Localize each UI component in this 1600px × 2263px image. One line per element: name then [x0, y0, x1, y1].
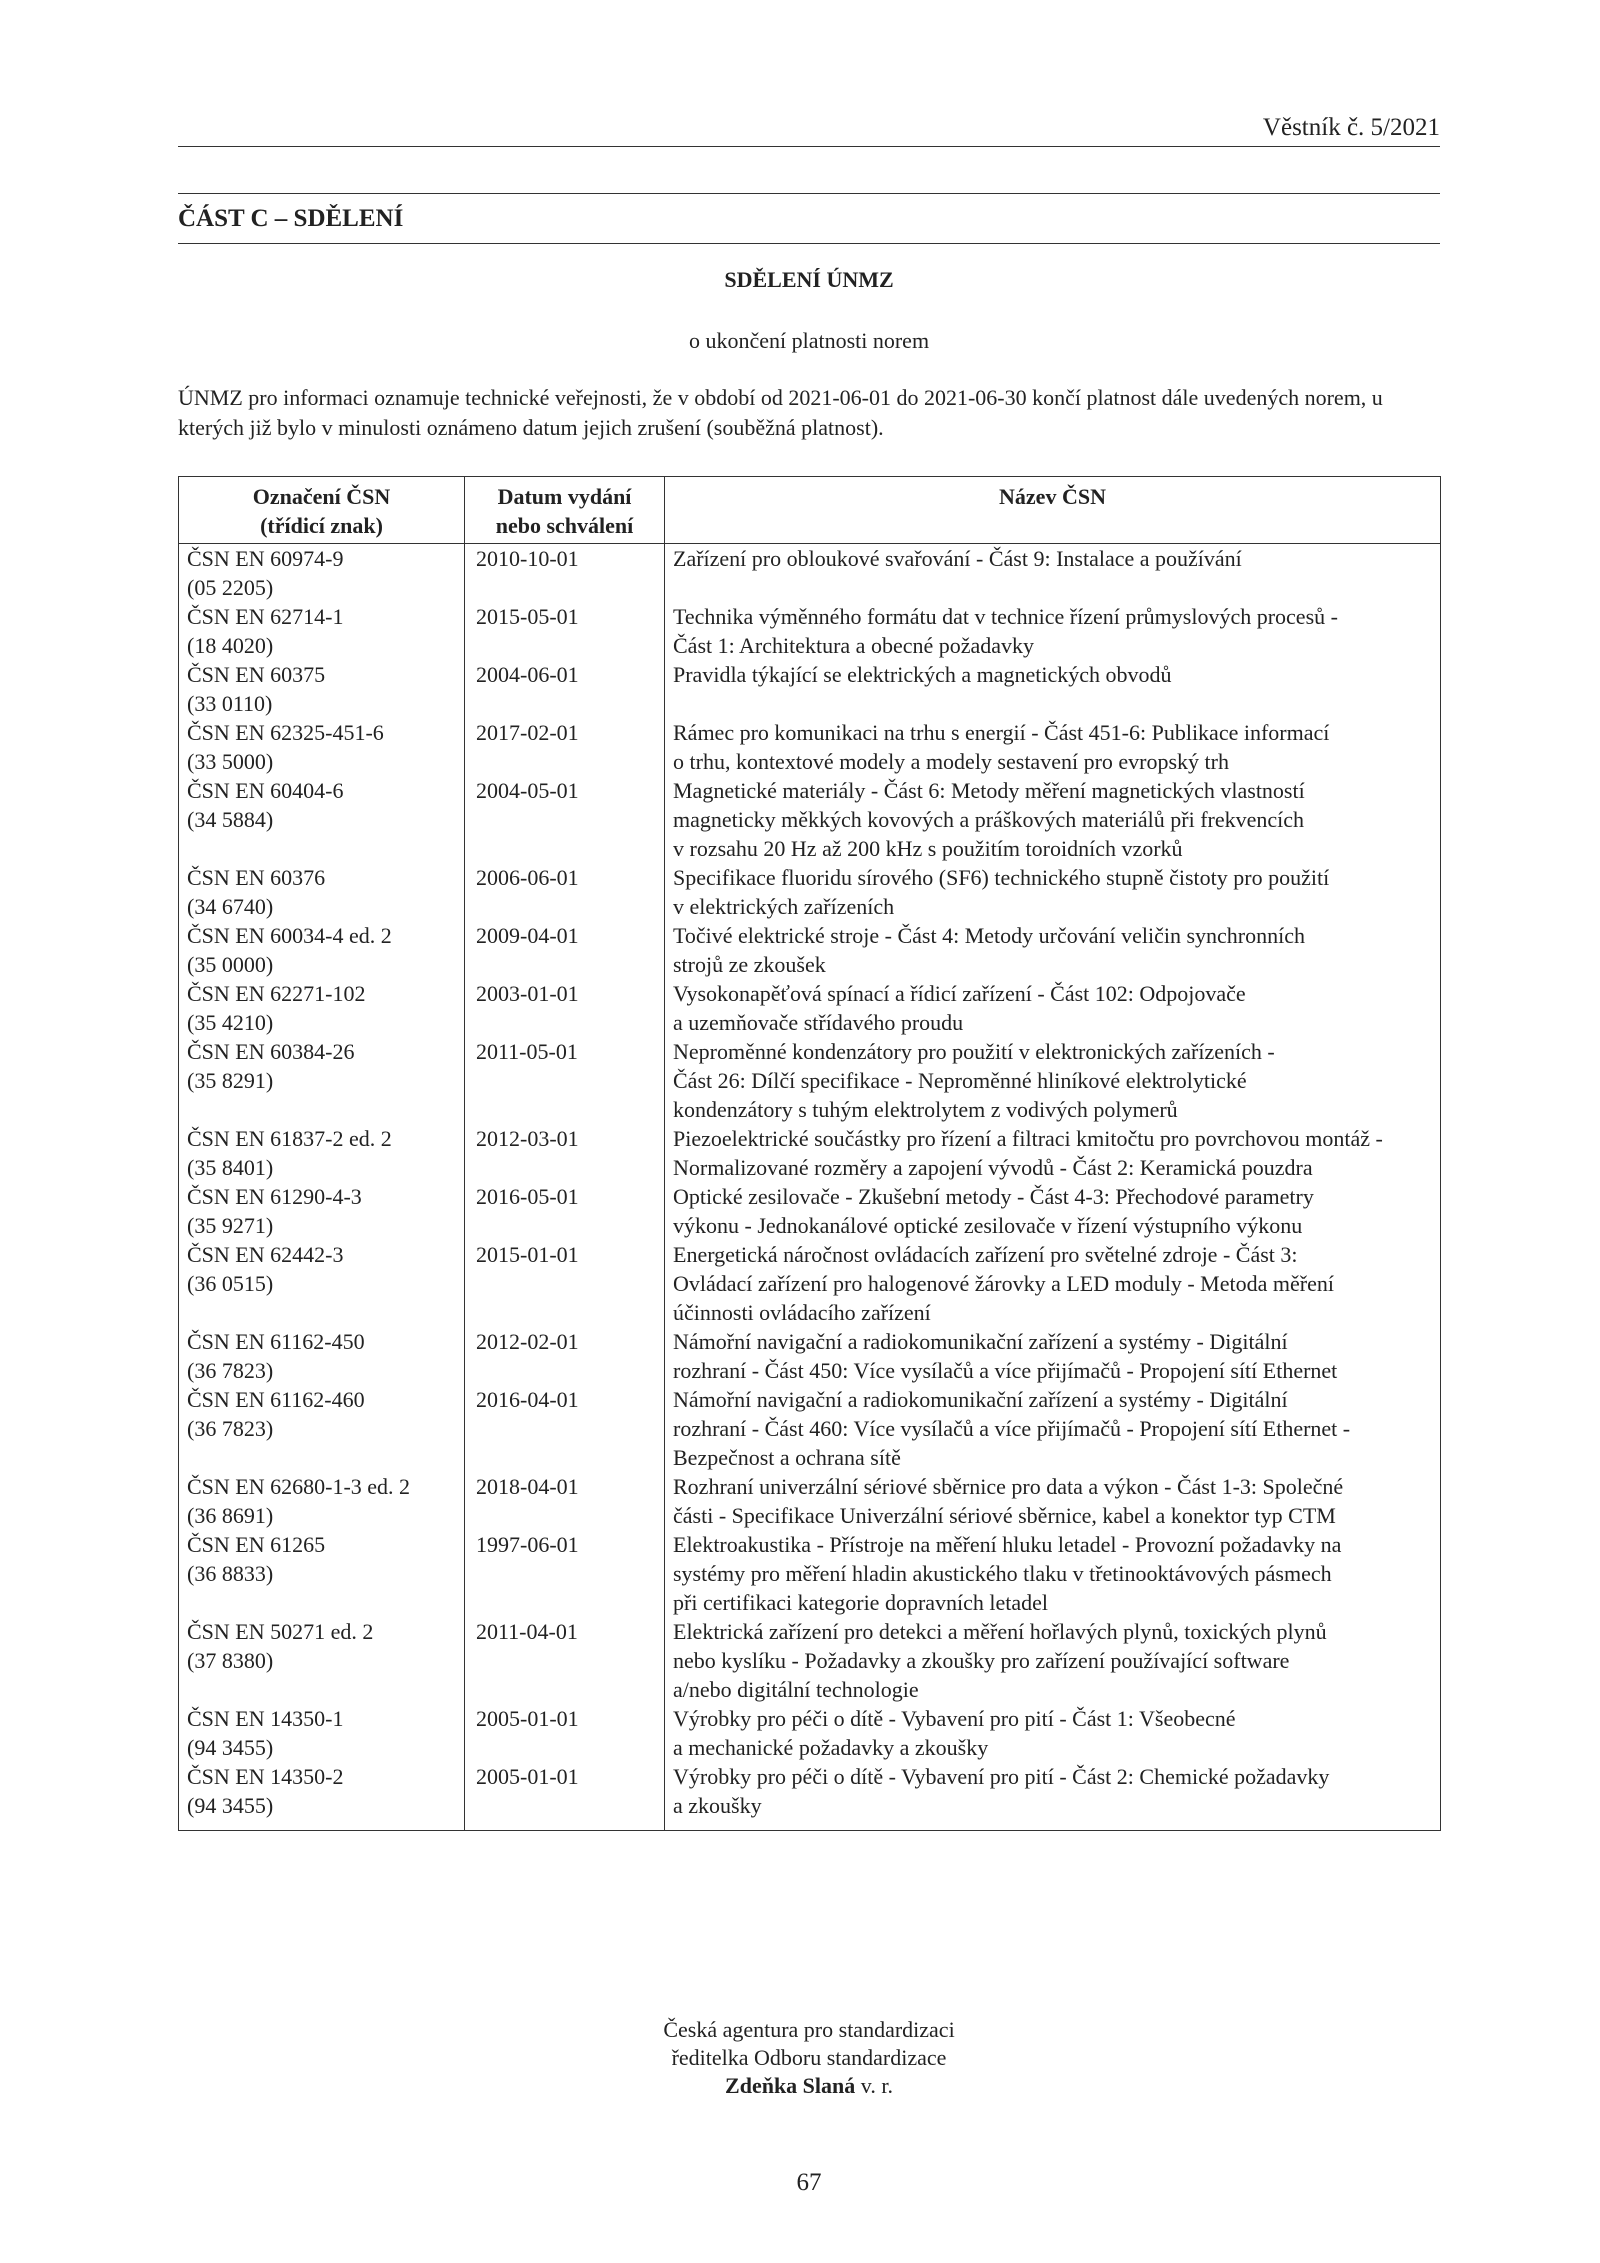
classification-code: (34 6740) — [187, 894, 274, 919]
cell-designation — [179, 1704, 465, 1762]
name-line: magneticky měkkých kovových a práškových materiálů při frekvencích — [673, 807, 1305, 832]
cell-name — [665, 1037, 1441, 1124]
header-name: Název ČSN — [665, 477, 1441, 544]
cell-designation — [179, 660, 465, 718]
table-row — [179, 1124, 1441, 1182]
standard-code: ČSN EN 61265 — [187, 1532, 326, 1557]
cell-designation — [179, 921, 465, 979]
table-row — [179, 1617, 1441, 1704]
cell-name — [665, 1182, 1441, 1240]
name-line: Piezoelektrické součástky pro řízení a filtraci kmitočtu pro povrchovou montáž - — [673, 1126, 1383, 1151]
standard-code: ČSN EN 14350-1 — [187, 1706, 344, 1731]
section-title: ČÁST C – SDĚLENÍ — [178, 205, 404, 232]
cell-date: 2018-04-01 — [465, 1472, 665, 1530]
name-line: Energetická náročnost ovládacích zařízení pro světelné zdroje - Část 3: — [673, 1242, 1298, 1267]
name-line: Bezpečnost a ochrana sítě — [673, 1445, 901, 1470]
signature-block — [178, 2016, 1440, 2100]
table-row — [179, 1327, 1441, 1385]
cell-date: 1997-06-01 — [465, 1530, 665, 1617]
name-line: Výrobky pro péči o dítě - Vybavení pro pití - Část 1: Všeobecné — [673, 1706, 1236, 1731]
cell-designation — [179, 1240, 465, 1327]
signature-name-line — [178, 2072, 1440, 2100]
name-line: a/nebo digitální technologie — [673, 1677, 919, 1702]
cell-date: 2005-01-01 — [465, 1704, 665, 1762]
cell-designation — [179, 1182, 465, 1240]
table-row — [179, 1385, 1441, 1472]
table-row — [179, 1182, 1441, 1240]
table-row — [179, 1530, 1441, 1617]
cell-designation — [179, 1617, 465, 1704]
standard-code: ČSN EN 61162-450 — [187, 1329, 365, 1354]
notice-title: SDĚLENÍ ÚNMZ — [724, 267, 894, 292]
table-header-row — [179, 477, 1441, 544]
name-line: Zařízení pro obloukové svařování - Část 9: Instalace a používání — [673, 546, 1242, 571]
cell-name — [665, 1530, 1441, 1617]
cell-name — [665, 660, 1441, 718]
classification-code: (94 3455) — [187, 1793, 274, 1818]
name-line: Rozhraní univerzální sériové sběrnice pro data a výkon - Část 1-3: Společné — [673, 1474, 1344, 1499]
standard-code: ČSN EN 14350-2 — [187, 1764, 344, 1789]
cell-designation — [179, 1327, 465, 1385]
classification-code: (35 4210) — [187, 1010, 274, 1035]
cell-name — [665, 921, 1441, 979]
name-line: Normalizované rozměry a zapojení vývodů - Část 2: Keramická pouzdra — [673, 1155, 1313, 1180]
cell-date: 2012-02-01 — [465, 1327, 665, 1385]
norms-table — [178, 476, 1441, 1831]
standard-code: ČSN EN 50271 ed. 2 — [187, 1619, 374, 1644]
classification-code: (34 5884) — [187, 807, 274, 832]
cell-date: 2004-05-01 — [465, 776, 665, 863]
notice-subtitle: o ukončení platnosti norem — [688, 328, 930, 353]
section-rule-bottom — [178, 243, 1440, 244]
classification-code: (35 0000) — [187, 952, 274, 977]
name-line: o trhu, kontextové modely a modely sestavení pro evropský trh — [673, 749, 1229, 774]
cell-designation — [179, 979, 465, 1037]
name-line: strojů ze zkoušek — [673, 952, 826, 977]
cell-date: 2011-04-01 — [465, 1617, 665, 1704]
header-date-line1: Datum vydání — [497, 484, 632, 509]
cell-date: 2003-01-01 — [465, 979, 665, 1037]
name-line: výkonu - Jednokanálové optické zesilovače v řízení výstupního výkonu — [673, 1213, 1303, 1238]
cell-date: 2016-05-01 — [465, 1182, 665, 1240]
name-line: Elektroakustika - Přístroje na měření hluku letadel - Provozní požadavky na — [673, 1532, 1342, 1557]
cell-name — [665, 1385, 1441, 1472]
name-line: a mechanické požadavky a zkoušky — [673, 1735, 989, 1760]
table-row — [179, 1762, 1441, 1831]
page-number: 67 — [796, 2169, 822, 2196]
cell-name — [665, 776, 1441, 863]
cell-date: 2011-05-01 — [465, 1037, 665, 1124]
standard-code: ČSN EN 62442-3 — [187, 1242, 344, 1267]
cell-name — [665, 1704, 1441, 1762]
name-line: Výrobky pro péči o dítě - Vybavení pro pití - Část 2: Chemické požadavky — [673, 1764, 1330, 1789]
standard-code: ČSN EN 60974-9 — [187, 546, 344, 571]
classification-code: (35 9271) — [187, 1213, 274, 1238]
name-line: Točivé elektrické stroje - Část 4: Metody určování veličin synchronních — [673, 923, 1305, 948]
cell-name — [665, 1617, 1441, 1704]
name-line: Technika výměnného formátu dat v technice řízení průmyslových procesů - — [673, 604, 1338, 629]
standard-code: ČSN EN 62271-102 — [187, 981, 366, 1006]
table-row — [179, 921, 1441, 979]
name-line: Magnetické materiály - Část 6: Metody měření magnetických vlastností — [673, 778, 1305, 803]
cell-date: 2004-06-01 — [465, 660, 665, 718]
cell-name — [665, 1124, 1441, 1182]
name-line: v elektrických zařízeních — [673, 894, 895, 919]
table-row — [179, 660, 1441, 718]
table-row — [179, 1240, 1441, 1327]
cell-name — [665, 863, 1441, 921]
standard-code: ČSN EN 60384-26 — [187, 1039, 355, 1064]
cell-designation — [179, 718, 465, 776]
name-line: nebo kyslíku - Požadavky a zkoušky pro zařízení používající software — [673, 1648, 1290, 1673]
signature-role: ředitelka Odboru standardizace — [671, 2045, 947, 2070]
cell-name — [665, 544, 1441, 603]
table-row — [179, 979, 1441, 1037]
section-rule-top — [178, 193, 1440, 194]
cell-name — [665, 1762, 1441, 1831]
table-row — [179, 718, 1441, 776]
standard-code: ČSN EN 61162-460 — [187, 1387, 365, 1412]
cell-date: 2015-05-01 — [465, 602, 665, 660]
standard-code: ČSN EN 60404-6 — [187, 778, 344, 803]
header-date-line2: nebo schválení — [495, 513, 634, 538]
table-row — [179, 1472, 1441, 1530]
cell-date: 2009-04-01 — [465, 921, 665, 979]
classification-code: (35 8401) — [187, 1155, 274, 1180]
cell-designation — [179, 1762, 465, 1831]
cell-name — [665, 718, 1441, 776]
classification-code: (36 7823) — [187, 1416, 274, 1441]
cell-designation — [179, 1037, 465, 1124]
name-line: Ovládací zařízení pro halogenové žárovky a LED moduly - Metoda měření — [673, 1271, 1334, 1296]
cell-designation — [179, 1530, 465, 1617]
classification-code: (36 7823) — [187, 1358, 274, 1383]
cell-designation — [179, 863, 465, 921]
cell-designation — [179, 1472, 465, 1530]
signature-org: Česká agentura pro standardizaci — [663, 2017, 955, 2042]
table-row — [179, 1704, 1441, 1762]
header-date — [465, 477, 665, 544]
name-line: Námořní navigační a radiokomunikační zařízení a systémy - Digitální — [673, 1387, 1288, 1412]
name-line: Neproměnné kondenzátory pro použití v elektronických zařízeních - — [673, 1039, 1275, 1064]
name-line: Námořní navigační a radiokomunikační zařízení a systémy - Digitální — [673, 1329, 1288, 1354]
name-line: Pravidla týkající se elektrických a magnetických obvodů — [673, 662, 1172, 687]
signature-suffix: v. r. — [855, 2073, 893, 2098]
cell-date: 2006-06-01 — [465, 863, 665, 921]
name-line: Vysokonapěťová spínací a řídicí zařízení - Část 102: Odpojovače — [673, 981, 1246, 1006]
name-line: Optické zesilovače - Zkušební metody - Část 4-3: Přechodové parametry — [673, 1184, 1314, 1209]
standard-code: ČSN EN 61837-2 ed. 2 — [187, 1126, 392, 1151]
name-line: při certifikaci kategorie dopravních letadel — [673, 1590, 1049, 1615]
cell-date: 2010-10-01 — [465, 544, 665, 603]
cell-date: 2016-04-01 — [465, 1385, 665, 1472]
cell-name — [665, 602, 1441, 660]
name-line: Elektrická zařízení pro detekci a měření hořlavých plynů, toxických plynů — [673, 1619, 1327, 1644]
table-row — [179, 1037, 1441, 1124]
cell-designation — [179, 1124, 465, 1182]
table-body — [179, 544, 1441, 1831]
cell-designation — [179, 602, 465, 660]
intro-paragraph: ÚNMZ pro informaci oznamuje technické veřejnosti, že v období od 2021-06-01 do 2021-06-30 končí platnost dále uvedených norem, u kterých již bylo v minulosti oznámeno datum jejich zrušení (souběžná platnost). — [178, 385, 1383, 440]
standard-code: ČSN EN 60375 — [187, 662, 326, 687]
cell-name — [665, 1240, 1441, 1327]
standard-code: ČSN EN 62714-1 — [187, 604, 344, 629]
cell-name — [665, 1327, 1441, 1385]
classification-code: (37 8380) — [187, 1648, 274, 1673]
name-line: v rozsahu 20 Hz až 200 kHz s použitím toroidních vzorků — [673, 836, 1183, 861]
name-line: Specifikace fluoridu sírového (SF6) technického stupně čistoty pro použití — [673, 865, 1330, 890]
header-designation — [179, 477, 465, 544]
classification-code: (36 0515) — [187, 1271, 274, 1296]
table-row — [179, 863, 1441, 921]
name-line: části - Specifikace Univerzální sériové sběrnice, kabel a konektor typ CTM — [673, 1503, 1336, 1528]
table-row — [179, 602, 1441, 660]
classification-code: (05 2205) — [187, 575, 274, 600]
classification-code: (18 4020) — [187, 633, 274, 658]
cell-name — [665, 1472, 1441, 1530]
name-line: Část 1: Architektura a obecné požadavky — [673, 633, 1035, 658]
header-rule — [178, 146, 1440, 147]
classification-code: (35 8291) — [187, 1068, 274, 1093]
running-header: Věstník č. 5/2021 — [1262, 114, 1440, 141]
standard-code: ČSN EN 60376 — [187, 865, 326, 890]
classification-code: (33 0110) — [187, 691, 273, 716]
cell-date: 2012-03-01 — [465, 1124, 665, 1182]
name-line: rozhraní - Část 460: Více vysílačů a více přijímačů - Propojení sítí Ethernet - — [673, 1416, 1351, 1441]
name-line: kondenzátory s tuhým elektrolytem z vodivých polymerů — [673, 1097, 1178, 1122]
standard-code: ČSN EN 62325-451-6 — [187, 720, 384, 745]
name-line: rozhraní - Část 450: Více vysílačů a více přijímačů - Propojení sítí Ethernet — [673, 1358, 1338, 1383]
standard-code: ČSN EN 62680-1-3 ed. 2 — [187, 1474, 411, 1499]
name-line: účinnosti ovládacího zařízení — [673, 1300, 931, 1325]
signature-name: Zdeňka Slaná — [725, 2073, 856, 2098]
cell-name — [665, 979, 1441, 1037]
name-line: systémy pro měření hladin akustického tlaku v třetinooktávových pásmech — [673, 1561, 1332, 1586]
classification-code: (36 8833) — [187, 1561, 274, 1586]
classification-code: (33 5000) — [187, 749, 274, 774]
standard-code: ČSN EN 61290-4-3 — [187, 1184, 362, 1209]
cell-designation — [179, 1385, 465, 1472]
classification-code: (36 8691) — [187, 1503, 274, 1528]
table-row — [179, 776, 1441, 863]
cell-designation — [179, 544, 465, 603]
cell-date: 2005-01-01 — [465, 1762, 665, 1831]
name-line: a uzemňovače střídavého proudu — [673, 1010, 964, 1035]
header-designation-line2: (třídicí znak) — [260, 513, 383, 538]
name-line: a zkoušky — [673, 1793, 762, 1818]
name-line: Rámec pro komunikaci na trhu s energií - Část 451-6: Publikace informací — [673, 720, 1330, 745]
name-line: Část 26: Dílčí specifikace - Neproměnné hliníkové elektrolytické — [673, 1068, 1247, 1093]
standard-code: ČSN EN 60034-4 ed. 2 — [187, 923, 392, 948]
header-designation-line1: Označení ČSN — [252, 484, 391, 509]
table-row — [179, 544, 1441, 603]
cell-date: 2017-02-01 — [465, 718, 665, 776]
classification-code: (94 3455) — [187, 1735, 274, 1760]
cell-date: 2015-01-01 — [465, 1240, 665, 1327]
cell-designation — [179, 776, 465, 863]
